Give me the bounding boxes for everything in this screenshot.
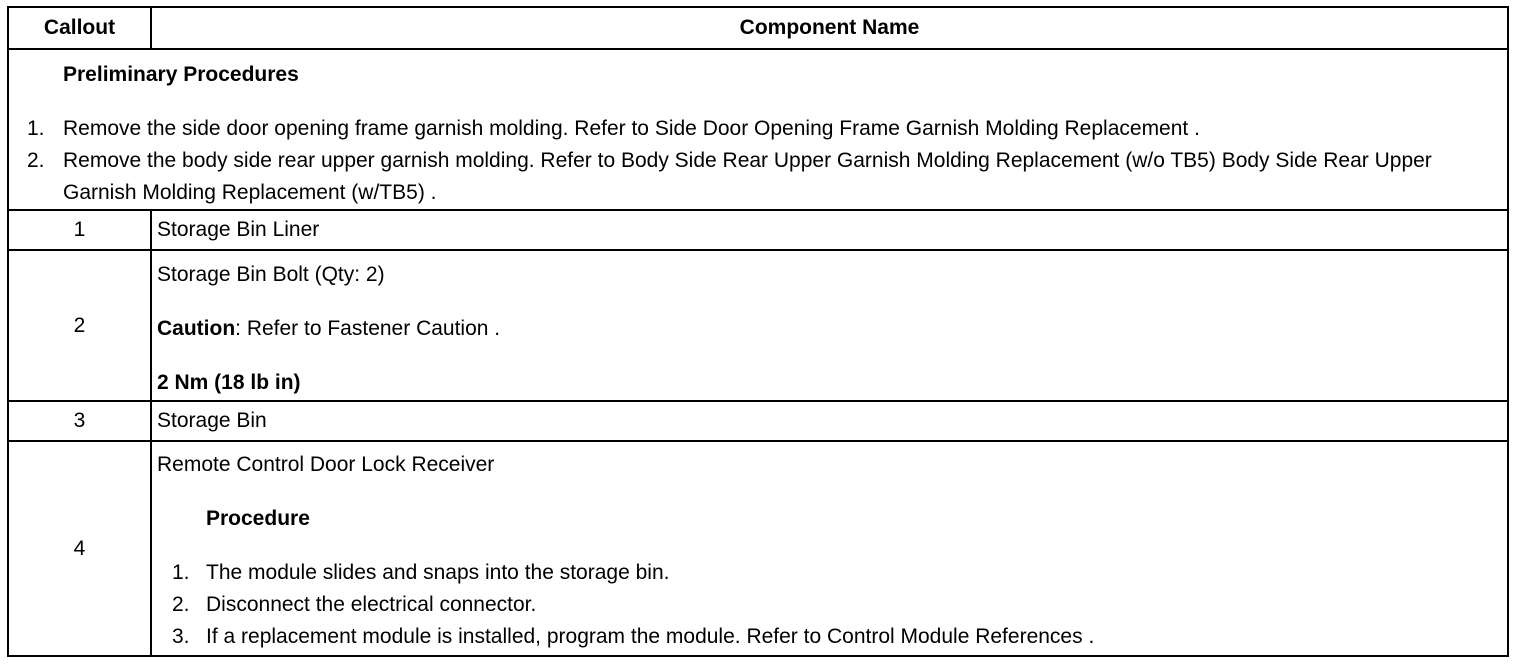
preliminary-step [9,113,1507,145]
callout-cell: 3 [8,401,151,441]
component-cell [151,441,1508,656]
step-number: 1. [27,117,45,140]
procedure-step [157,589,1507,621]
step-text: Disconnect the electrical connector. [206,592,537,616]
component-cell: Storage Bin Liner [151,210,1508,250]
step-text: If a replacement module is installed, program the module. Refer to Control Module References . [206,624,1095,648]
caution-text: : Refer to Fastener Caution . [235,316,501,340]
table-row [8,401,1508,441]
component-name: Storage Bin Bolt (Qty: 2) [157,262,385,286]
preliminary-procedures-cell [8,49,1508,210]
callout-cell: 2 [8,250,151,401]
step-text: The module slides and snaps into the storage bin. [206,560,670,584]
step-number: 3. [172,624,190,648]
step-number: 1. [172,560,190,584]
table-row [8,210,1508,250]
caution-note [157,313,1507,345]
callout-cell: 4 [8,441,151,656]
preliminary-steps [9,113,1507,209]
procedure-step [157,557,1507,589]
callout-header: Callout [8,7,151,49]
preliminary-step [9,145,1507,209]
procedure-step [157,621,1507,653]
step-number: 2. [172,592,190,616]
component-name: Remote Control Door Lock Receiver [157,452,495,476]
component-name-header: Component Name [151,7,1508,49]
component-cell [151,250,1508,401]
header-row [8,7,1508,49]
torque-spec: 2 Nm (18 lb in) [157,370,301,394]
component-table [7,6,1509,657]
caution-label: Caution [157,316,236,340]
table-row [8,441,1508,656]
step-number: 2. [27,149,45,172]
preliminary-row [8,49,1508,210]
callout-cell: 1 [8,210,151,250]
preliminary-heading: Preliminary Procedures [63,63,299,86]
procedure-steps [157,557,1507,653]
component-cell: Storage Bin [151,401,1508,441]
procedure-heading: Procedure [206,506,310,530]
step-text: Remove the side door opening frame garnish molding. Refer to Side Door Opening Frame Garnish Molding Replacement . [63,117,1200,140]
step-text: Remove the body side rear upper garnish molding. Refer to Body Side Rear Upper Garnish Molding Replacement (w/o TB5) Body Side Rear Upper Garnish Molding Replacement (w/TB5) . [63,149,1432,204]
table-row [8,250,1508,401]
